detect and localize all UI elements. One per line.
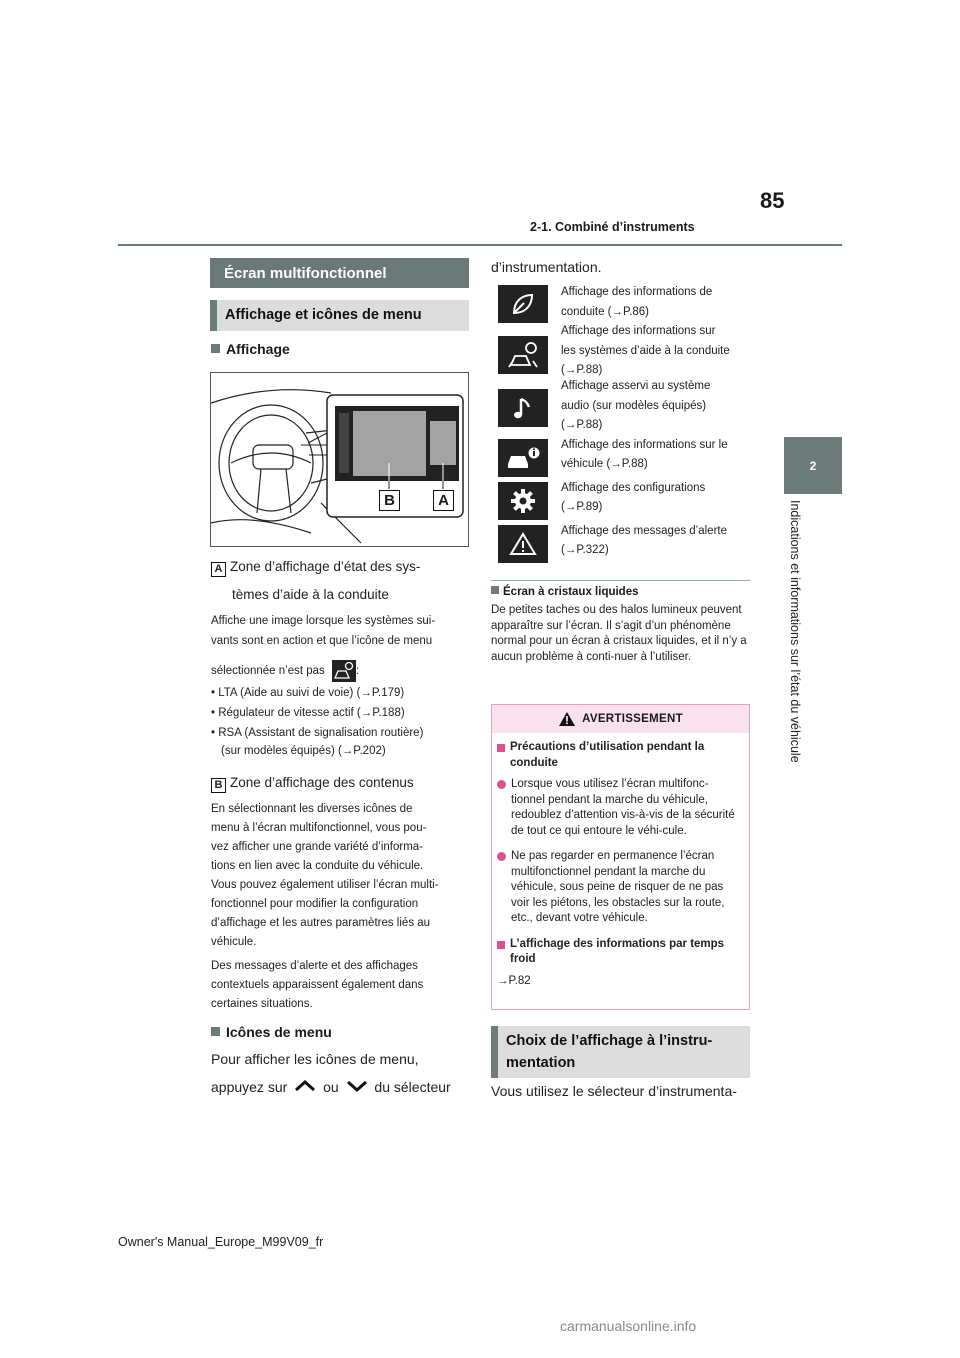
choix-banner: Choix de l’affichage à l’instru- mentation — [491, 1026, 750, 1078]
warning-point-2: Ne pas regarder en permanence l’écran multifonctionnel pendant la marche du véhicule, sous peine de risquer de ne pas voir les piétons, les obstacles sur la route, etc., devant votre véhicule. — [497, 849, 741, 927]
menu-item-text: (→P.88) — [561, 364, 603, 376]
section-title: 2-1. Combiné d’instruments — [530, 220, 695, 234]
zone-a-desc-3: sélectionnée n’est pas : — [211, 660, 359, 682]
zone-b-line2: contextuels apparaissent également dans — [211, 979, 424, 991]
bullet-lta: • LTA (Aide au suivi de voie) (→P.179) — [211, 687, 405, 699]
warning-ref: →P.82 — [497, 974, 531, 987]
warning-box — [491, 704, 750, 1010]
warning-point-1: Lorsque vous utilisez l’écran multifonc-tionnel pendant la marche du véhicule, redoublez d’attention vis-à-vis de la sécurité de tout ce qui entoure le véhi-cule. — [497, 777, 741, 839]
subsection-banner: Affichage et icônes de menu — [210, 300, 469, 331]
menu-item — [498, 525, 548, 563]
zone-b-line2: Des messages d’alerte et des affichages — [211, 960, 418, 972]
menu-item — [498, 482, 548, 520]
bullet-acc: • Régulateur de vitesse actif (→P.188) — [211, 707, 405, 719]
label-a: A — [211, 562, 226, 577]
menu-item-text: (→P.88) — [561, 419, 603, 431]
menu-item-text: Affichage asservi au système — [561, 380, 711, 392]
chevron-up-icon — [294, 1080, 316, 1092]
leaf-icon — [498, 285, 548, 323]
driver-assist-icon — [498, 336, 548, 374]
zone-b-line2: certaines situations. — [211, 998, 313, 1010]
menu-item-text: véhicule (→P.88) — [561, 458, 648, 470]
dashboard-illustration — [210, 372, 469, 547]
warning-triangle-icon — [558, 711, 576, 727]
dashboard-drawing — [211, 373, 468, 546]
menu-item-text: les systèmes d’aide à la conduite — [561, 345, 730, 357]
label-b: B — [211, 778, 226, 793]
zone-b-line: d’affichage et les autres paramètres liés au — [211, 917, 431, 929]
warning-title: AVERTISSEMENT — [582, 713, 683, 725]
menu-item — [498, 336, 548, 374]
choix-text: Vous utilisez le sélecteur d’instrumenta- — [491, 1083, 737, 1099]
zone-a-desc-2: vants sont en action et que l’icône de menu — [211, 635, 433, 647]
menu-item-text: Affichage des messages d’alerte — [561, 525, 727, 537]
warning-sub-2: L’affichage des informations par temps froid — [497, 937, 741, 968]
zone-b-line: véhicule. — [211, 936, 257, 948]
intro-text: d’instrumentation. — [491, 259, 602, 275]
driver-assist-icon — [332, 660, 356, 682]
chapter-side-label: Indications et informations sur l’état du véhicule — [788, 500, 802, 763]
zone-b-line: fonctionnel pour modifier la configuration — [211, 898, 419, 910]
affichage-heading: Affichage — [211, 341, 290, 357]
warning-triangle-icon — [498, 525, 548, 563]
lcd-text: De petites taches ou des halos lumineux peuvent apparaître sur l’écran. Il s’agit d’un phénomène normal pour un écran à cristaux liquides, et il n’y a aucun problème à conti-nuer à l’utiliser. — [491, 604, 747, 663]
lcd-heading: Écran à cristaux liquides — [491, 586, 639, 598]
zone-b-line: tions en lien avec la conduite du véhicule. — [211, 860, 424, 872]
header-rule — [118, 244, 842, 246]
zone-a-desc-1: Affiche une image lorsque les systèmes sui- — [211, 615, 436, 627]
manual-footer: Owner's Manual_Europe_M99V09_fr — [118, 1235, 324, 1249]
icones-line-2: appuyez sur ou du sélecteur — [211, 1079, 451, 1095]
zone-b-line: vez afficher une grande variété d’informa- — [211, 841, 424, 853]
music-note-icon — [498, 389, 548, 427]
icones-line-1: Pour afficher les icônes de menu, — [211, 1051, 419, 1067]
bullet-rsa-2: (sur modèles équipés) (→P.202) — [221, 745, 386, 757]
menu-item-text: Affichage des configurations — [561, 482, 706, 494]
callout-b: B — [379, 490, 400, 511]
callout-a: A — [433, 490, 454, 511]
menu-item — [498, 389, 548, 427]
menu-item — [498, 285, 548, 323]
car-info-icon — [498, 439, 548, 477]
bullet-rsa: • RSA (Assistant de signalisation routière) — [211, 727, 424, 739]
warning-header — [492, 705, 749, 733]
menu-item-text: audio (sur modèles équipés) — [561, 400, 707, 412]
zone-a-title: A Zone d’affichage d’état des sys- — [211, 556, 420, 578]
menu-item-text: Affichage des informations sur — [561, 325, 716, 337]
chapter-tab: 2 — [784, 437, 842, 494]
menu-item-text: Affichage des informations de — [561, 286, 713, 298]
gear-icon — [498, 482, 548, 520]
zone-b-line: En sélectionnant les diverses icônes de — [211, 803, 413, 815]
zone-b-title: B Zone d’affichage des contenus — [211, 772, 414, 794]
section-banner: Écran multifonctionnel — [210, 258, 469, 288]
menu-item-text: Affichage des informations sur le — [561, 439, 728, 451]
watermark: carmanualsonline.info — [560, 1318, 697, 1334]
warning-sub-1: Précautions d’utilisation pendant la conduite — [497, 740, 741, 771]
menu-item-text: (→P.322) — [561, 544, 609, 556]
menu-item — [498, 439, 548, 477]
zone-a-title-2: tèmes d’aide à la conduite — [232, 587, 389, 602]
icones-heading: Icônes de menu — [211, 1024, 332, 1040]
page-number: 85 — [760, 188, 785, 213]
zone-b-line: Vous pouvez également utiliser l’écran multi- — [211, 879, 439, 891]
menu-item-text: conduite (→P.86) — [561, 306, 650, 318]
zone-b-line: menu à l’écran multifonctionnel, vous pou- — [211, 822, 427, 834]
divider — [491, 580, 750, 581]
chevron-down-icon — [346, 1080, 368, 1092]
menu-item-text: (→P.89) — [561, 501, 603, 513]
